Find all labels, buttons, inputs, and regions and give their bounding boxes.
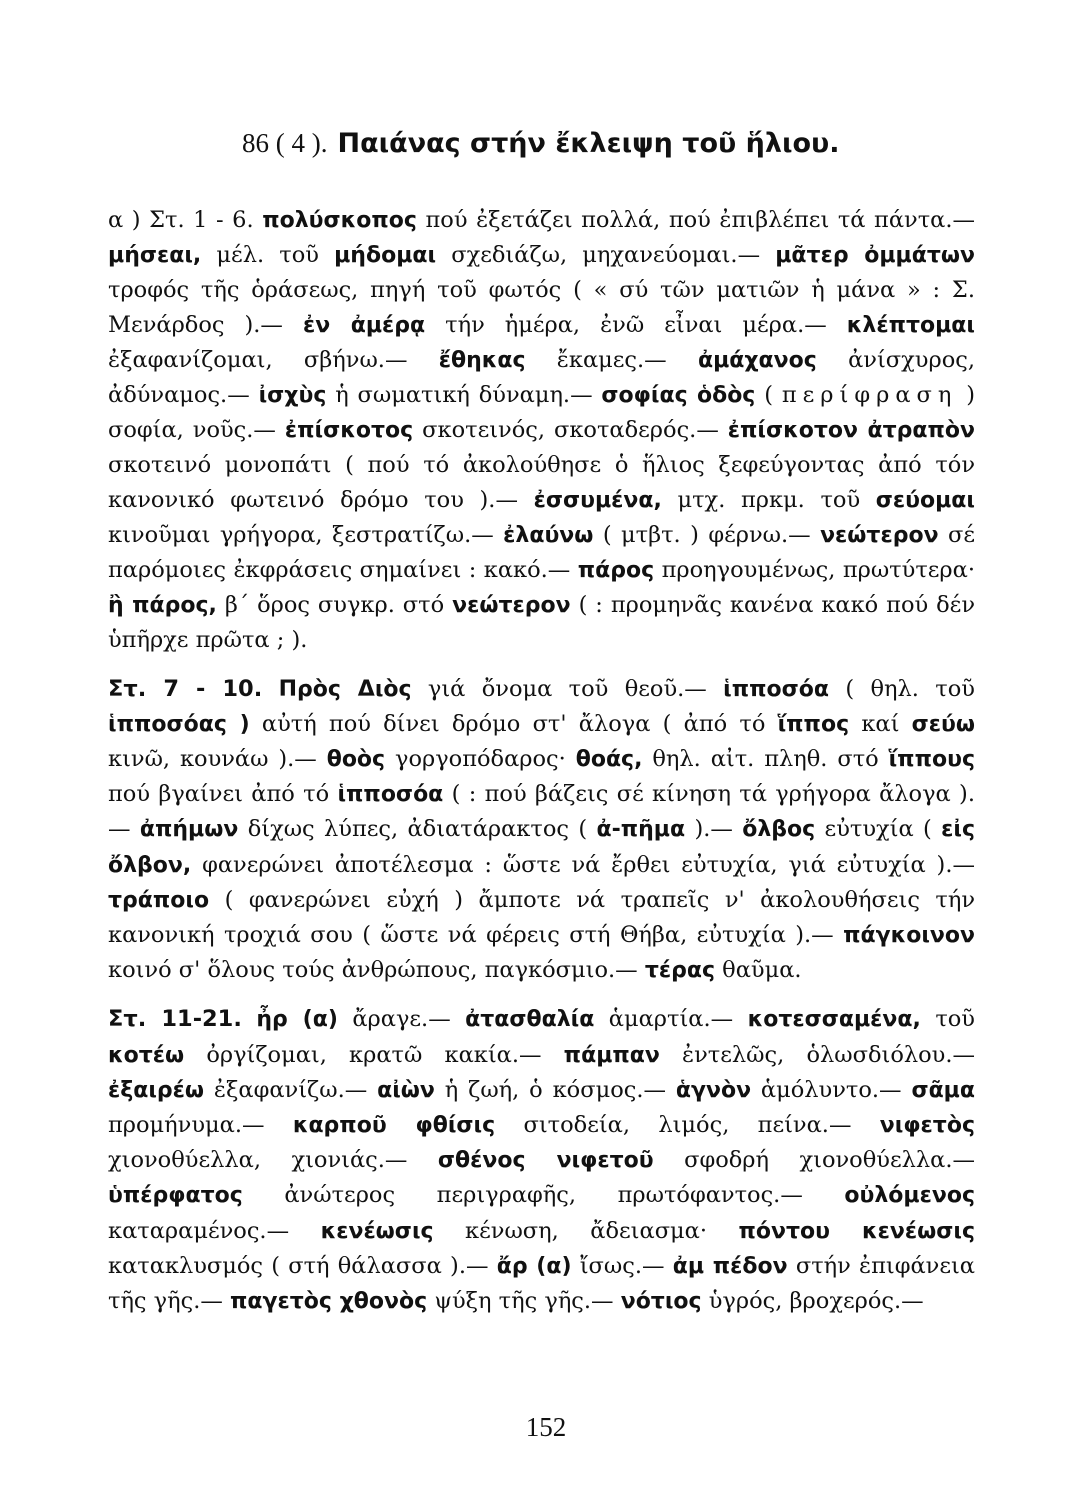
gloss-text: κοινό σ' ὅλους τούς ἀνθρώπους, παγκόσμιο.—: [108, 957, 645, 984]
gloss-text: γοργοπόδαρος·: [385, 746, 576, 773]
lemma: πολύσκοπος: [262, 208, 417, 233]
lemma: ἰσχὺς: [258, 383, 327, 409]
lemma: ἐπίσκοτος: [284, 418, 414, 444]
gloss-text: θαῦμα.: [715, 957, 802, 984]
gloss-text: καταραμένος.—: [108, 1217, 321, 1244]
lemma: πάγκοινον: [843, 923, 975, 949]
gloss-text: προμήνυμα.—: [108, 1112, 293, 1139]
gloss-text: κινῶ, κουνάω ).—: [108, 746, 327, 773]
gloss-text: ἁμόλυντο.—: [751, 1076, 912, 1103]
section-body: [108, 676, 975, 984]
gloss-text: γιά ὄνομα τοῦ θεοῦ.—: [411, 675, 724, 702]
gloss-text: ψύξη τῆς γῆς.—: [427, 1288, 621, 1315]
gloss-text: ( : πού βάζεις σέ κίνηση τά γρήγορα ἄλογα ).—: [108, 781, 975, 843]
lemma: νιφετὸς: [879, 1113, 975, 1139]
gloss-text: τροφός τῆς ὁράσεως, πηγή τοῦ φωτός ( « σύ τῶν ματιῶν ἡ μάνα » : Σ. Μενάρδος ).—: [108, 277, 975, 338]
gloss-text: σέ παρόμοιες ἐκφράσεις σημαίνει : κακό.—: [108, 521, 975, 584]
gloss-text: ( μτβτ. ) φέρνω.—: [593, 521, 821, 548]
gloss-text: ).—: [685, 816, 743, 843]
gloss-text: αὐτή πού δίνει δρόμο στ' ἄλογα ( ἀπό τό: [249, 710, 778, 737]
gloss-text: σκοτεινό μονοπάτι ( πού τό ἀκολούθησε ὁ ἥλιος ξεφεύγοντας ἀπό τόν κανονικό φωτεινό δρόμο του ).—: [108, 452, 975, 513]
lemma: ὑπέρφατος: [108, 1183, 243, 1209]
gloss-text: σχεδιάζω, μηχανεύομαι.—: [436, 242, 776, 269]
lemma: κλέπτομαι: [846, 312, 975, 338]
gloss-text: (: [755, 382, 782, 409]
lemma: πόντου κενέωσις: [738, 1218, 976, 1244]
lemma: θοὸς: [326, 747, 386, 773]
gloss-text: ἄραγε.—: [337, 1006, 466, 1033]
entry-title: Παιάνας στήν ἔκλειψη τοῦ ἥλιου.: [337, 128, 840, 159]
lemma: ἐν ἀμέρᾳ: [302, 312, 426, 338]
gloss-text: πού ἐξετάζει πολλά, πού ἐπιβλέπει τά πάντα.—: [416, 207, 975, 233]
gloss-text: β΄ ὅρος συγκρ. στό: [216, 592, 453, 619]
entry-number: 86 ( 4 ).: [242, 128, 328, 158]
gloss-text: ἐξαφανίζομαι, σβήνω.—: [108, 346, 439, 373]
lemma: νότιος: [620, 1289, 702, 1315]
gloss-text: πού βγαίνει ἀπό τό: [108, 781, 338, 808]
lemma: ἐλαύνω: [503, 522, 594, 548]
gloss-text: ἀνίσχυρος, ἀδύναμος.—: [108, 346, 975, 409]
lemma: μήσεαι,: [108, 243, 202, 269]
gloss-text: μέλ. τοῦ: [201, 242, 335, 269]
gloss-text: κατακλυσμός ( στή θάλασσα ).—: [108, 1252, 497, 1279]
gloss-section: [108, 1002, 975, 1319]
gloss-text: ἐξαφανίζω.—: [204, 1076, 378, 1103]
section-body: [108, 1006, 975, 1314]
gloss-text: ἴσως.—: [571, 1252, 673, 1279]
lemma: πάμπαν: [563, 1042, 660, 1068]
gloss-text: εὐτυχία (: [815, 816, 942, 843]
lemma: κοτεσσαμένα,: [747, 1007, 921, 1033]
gloss-text: σφοδρή χιονοθύελλα.—: [653, 1147, 975, 1174]
lemma: τέρας: [644, 958, 716, 984]
lemma: σεύω: [911, 711, 975, 737]
gloss-text: ( φανερώνει εὐχή ) ἄμποτε νά τραπεῖς ν' ἀκολουθήσεις τήν κανονική τροχιά σου ( ὥστε νά φέρεις στή Θήβα, εὐτυχία ).—: [108, 886, 975, 949]
gloss-text: ὀργίζομαι, κρατῶ κακία.—: [184, 1041, 564, 1068]
lemma: θοάς,: [575, 747, 643, 773]
spaced-term: περίφραση: [781, 382, 958, 409]
lemma: πάρος: [577, 558, 655, 584]
lemma: παγετὸς χθονὸς: [230, 1289, 428, 1315]
gloss-text: θηλ. αἰτ. πληθ. στό: [642, 746, 889, 773]
lemma: ἀπήμων: [139, 817, 239, 843]
lemma: ἱπποσόα: [723, 676, 830, 702]
gloss-text: χιονοθύελλα, χιονιάς.—: [108, 1147, 438, 1174]
section-label: Στ. 7 - 10.: [108, 675, 263, 702]
lemma: νεώτερον: [452, 593, 571, 619]
lemma: Πρὸς Διὸς: [278, 676, 412, 702]
section-label: Στ. 11-21.: [108, 1006, 242, 1033]
page-number: 152: [525, 1412, 567, 1442]
lemma: ὄλβος: [742, 817, 816, 843]
gloss-text: σκοτεινός, σκοταδερός.—: [413, 417, 728, 444]
gloss-text: ἡ σωματική δύναμη.—: [326, 382, 602, 409]
lemma: ἁγνὸν: [675, 1077, 752, 1103]
lemma: αἰὼν: [377, 1077, 435, 1103]
gloss-text: ἡ ζωή, ὁ κόσμος.—: [434, 1076, 676, 1103]
lemma: ἀτασθαλία: [465, 1007, 595, 1033]
gloss-text: ἐντελῶς, ὁλωσδιόλου.—: [659, 1041, 976, 1068]
gloss-text: ἔκαμες.—: [525, 346, 698, 373]
lemma: κενέωσις: [320, 1218, 434, 1244]
lemma: ἀ-πῆμα: [596, 817, 686, 843]
gloss-text: μτχ. πρκμ. τοῦ: [661, 486, 876, 513]
gloss-text: φανερώνει ἀποτέλεσμα : ὥστε νά ἔρθει εὐτυχία, γιά εὐτυχία ).—: [191, 851, 975, 878]
gloss-text: σιτοδεία, λιμός, πείνα.—: [495, 1112, 880, 1139]
lemma: σθένος νιφετοῦ: [437, 1148, 654, 1174]
lemma: κοτέω: [108, 1042, 185, 1068]
gloss-text: ( θηλ. τοῦ: [829, 675, 975, 702]
gloss-text: ἁμαρτία.—: [594, 1006, 748, 1033]
entry-heading: [242, 128, 975, 159]
gloss-text: κένωση, ἄδειασμα·: [433, 1217, 739, 1244]
gloss-text: προηγουμένως, πρωτύτερα·: [654, 557, 975, 584]
lemma: ἦρ (α): [256, 1007, 338, 1033]
lemma: ἱπποσόα: [337, 782, 444, 808]
gloss-text: στήν ἐπιφάνεια τῆς γῆς.—: [108, 1252, 975, 1315]
lemma: μᾶτερ ὀμμάτων: [775, 243, 975, 269]
lemma: ἐξαιρέω: [108, 1077, 205, 1103]
lemma: ἔθηκας: [438, 347, 526, 373]
gloss-text: δίχως λύπες, ἀδιατάρακτος (: [238, 816, 597, 843]
section-label: α ) Στ. 1 - 6.: [108, 207, 254, 233]
lemma: σεύομαι: [875, 487, 975, 513]
gloss-text: τήν ἡμέρα, ἐνῶ εἶναι μέρα.—: [425, 311, 847, 338]
lemma: ἵππους: [888, 747, 975, 773]
lemma: νεώτερον: [820, 522, 939, 548]
lemma: σᾶμα: [911, 1077, 975, 1103]
gloss-section: [108, 672, 975, 989]
lemma: ἵππος: [777, 711, 850, 737]
gloss-text: ἀνώτερος περιγραφῆς, πρωτόφαντος.—: [242, 1182, 845, 1209]
lemma: τράποιο: [108, 887, 210, 913]
page-body: [108, 128, 975, 1319]
gloss-text: καί: [849, 710, 912, 737]
lemma: σοφίας ὁδὸς: [601, 383, 756, 409]
lemma: καρποῦ φθίσις: [292, 1113, 496, 1139]
lemma: ἢ πάρος,: [108, 593, 217, 619]
gloss-text: ) σοφία, νοῦς.—: [108, 382, 975, 444]
lemma: ἀμάχανος: [697, 347, 817, 373]
gloss-text: ὑγρός, βροχερός.—: [701, 1288, 924, 1315]
gloss-text: ( : προμηνᾶς κανένα κακό πού δέν ὑπῆρχε πρῶτα ; ).: [108, 592, 975, 654]
lemma: ἐσσυμένα,: [533, 487, 662, 513]
gloss-text: κινοῦμαι γρήγορα, ξεστρατίζω.—: [108, 521, 504, 548]
lemma: οὐλόμενος: [844, 1183, 975, 1209]
section-body: [108, 207, 975, 653]
lemma: εἰς ὄλβον,: [108, 817, 975, 878]
lemma: ἐπίσκοτον ἀτραπὸν: [727, 418, 975, 444]
lemma: ἄρ (α): [496, 1253, 572, 1279]
lemma: ἱπποσόας ): [108, 711, 250, 737]
lemma: μήδομαι: [334, 243, 437, 269]
gloss-text: τοῦ: [920, 1006, 975, 1033]
gloss-section: [108, 203, 975, 658]
lemma: ἀμ πέδον: [672, 1253, 788, 1279]
